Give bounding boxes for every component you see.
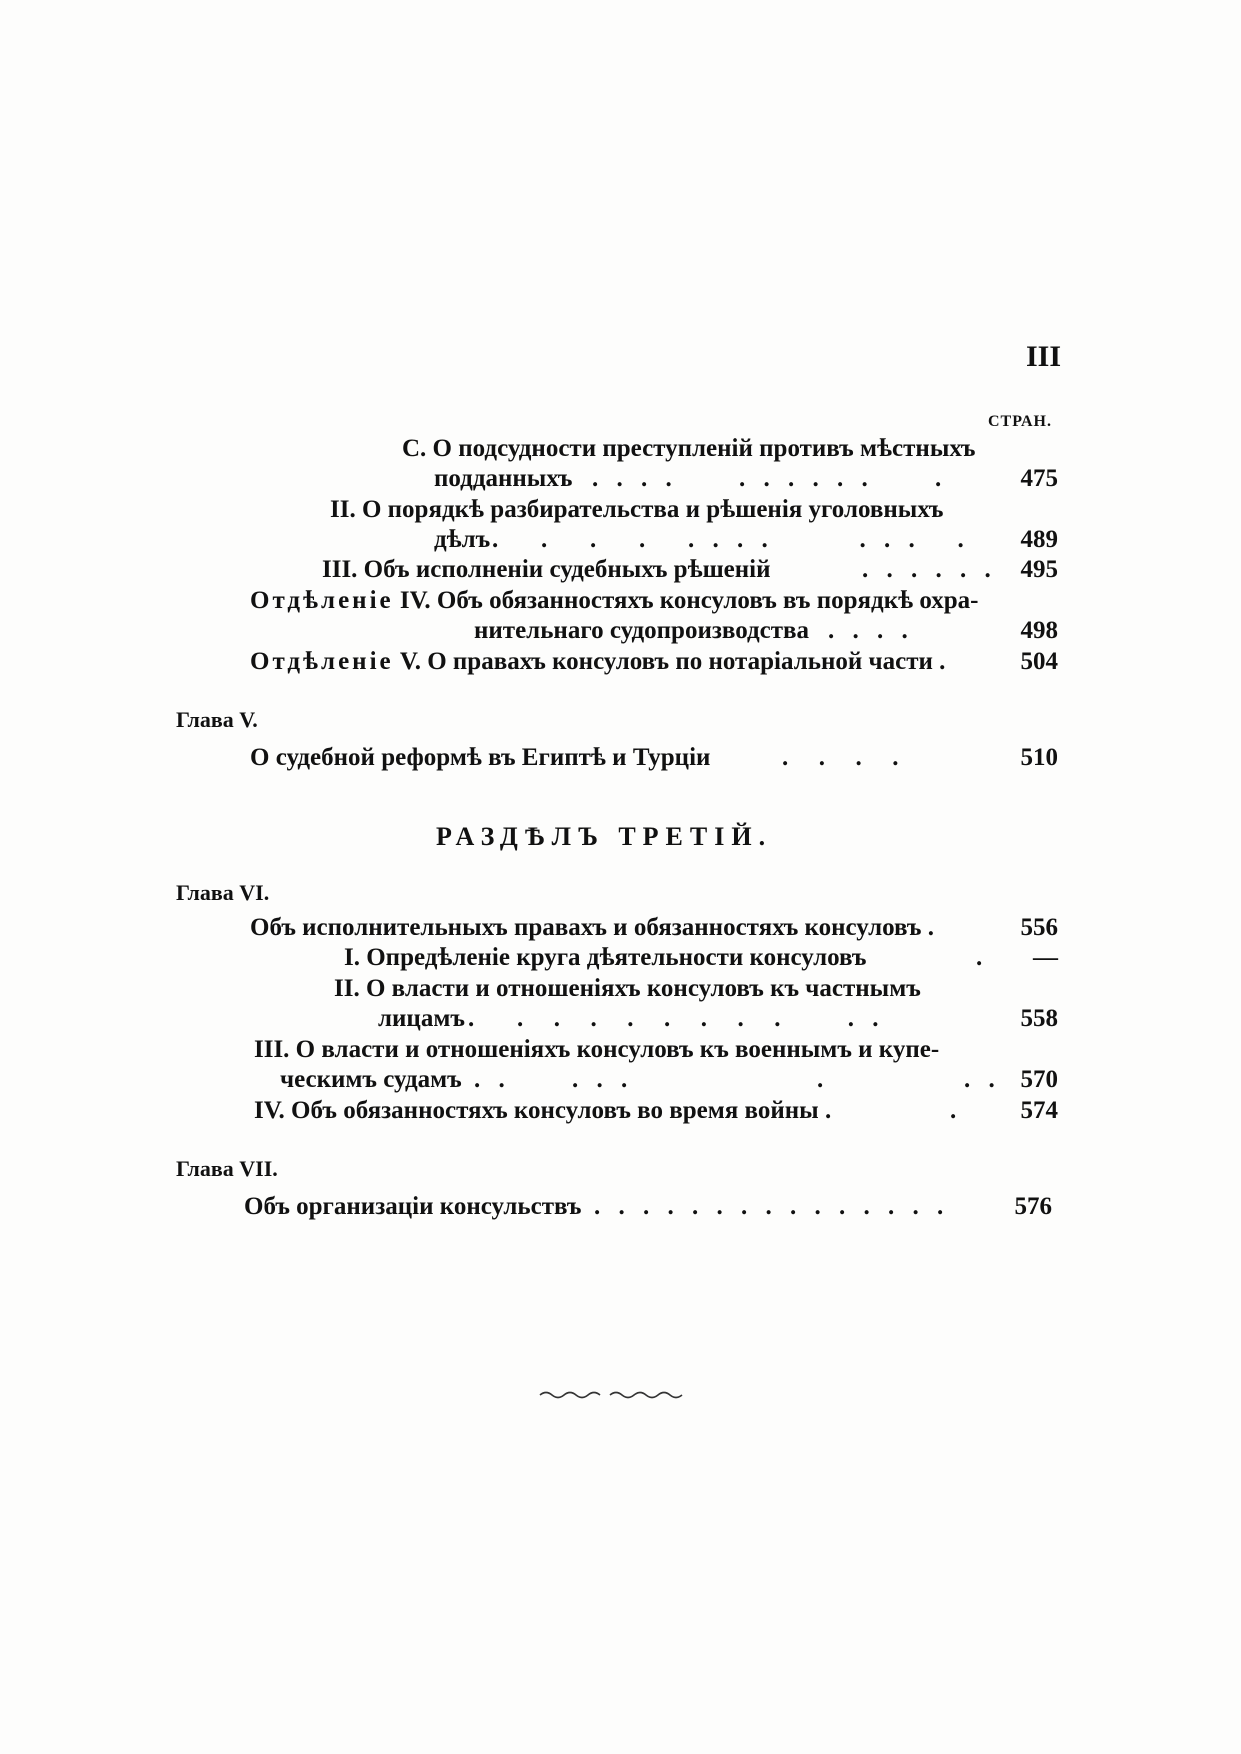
chapter-v-title: О судебной реформѣ въ Египтѣ и Турціи (250, 744, 711, 771)
toc-entry-c-line1: C. О подсудности преступленій противъ мѣстныхъ (402, 435, 976, 462)
chapter-vii-label: Глава VII. (176, 1156, 278, 1181)
leader-dots: . . . . . . . . (474, 1066, 1001, 1093)
toc-page-556: 556 (1020, 914, 1058, 941)
toc-entry-iii-line1: III. Объ исполненіи судебныхъ рѣшеній (322, 556, 771, 583)
chapter-vi-item-ii-line2: лицамъ (378, 1005, 465, 1032)
section-title: РАЗДѢЛЪ ТРЕТІЙ. (436, 822, 773, 851)
leader-dots: . (976, 944, 989, 971)
toc-entry-v-line1: Отдѣленіе V. О правахъ консуловъ по нотаріальной части . (250, 648, 946, 675)
toc-page-475: 475 (1020, 465, 1058, 492)
toc-entry-v-text: V. О правахъ консуловъ по нотаріальной части (393, 648, 933, 675)
chapter-vi-label: Глава VI. (176, 880, 270, 905)
chapter-vi-item-iv-text: IV. Объ обязанностяхъ консуловъ во время войны (254, 1097, 819, 1124)
toc-entry-iv-line1 (250, 586, 978, 616)
leader-dots: . (950, 1097, 963, 1124)
toc-page-504: 504 (1020, 648, 1058, 675)
toc-entry-c-line2: подданныхъ (434, 465, 573, 492)
toc-entry-iv-line2: нительнаго судопроизводства (474, 617, 810, 644)
toc-page-558: 558 (1020, 1005, 1058, 1032)
page-column-header: СТРАН. (988, 413, 1052, 430)
toc-page-576: 576 (1014, 1193, 1052, 1220)
toc-entry-ii-line1: II. О порядкѣ разбирательства и рѣшенія уголовныхъ (330, 496, 944, 523)
toc-page-495: 495 (1020, 556, 1058, 583)
page-number: III (1026, 340, 1062, 373)
leader-dots: . . . . (828, 617, 914, 644)
leader-dots: . . . . (782, 744, 905, 771)
section-prefix: Отдѣленіе (250, 648, 394, 675)
leader-dots: . . . . . . . . . . . (468, 1005, 885, 1032)
toc-page-489: 489 (1020, 526, 1058, 553)
toc-page-dash: — (1033, 944, 1058, 971)
chapter-vi-item-i: I. Опредѣленіе круга дѣятельности консуловъ (344, 944, 867, 971)
chapter-vi-title: Объ исполнительныхъ правахъ и обязанностяхъ консуловъ . (250, 914, 934, 941)
chapter-vi-title-text: Объ исполнительныхъ правахъ и обязанностяхъ консуловъ (250, 914, 922, 941)
chapter-vi-item-ii-line1: II. О власти и отношеніяхъ консуловъ къ частнымъ (334, 975, 921, 1002)
leader-dots: . . . . . . . . . . . . . . . (594, 1193, 950, 1220)
chapter-v-label: Глава V. (176, 707, 258, 732)
leader-dots: . . . . . . . . . . . (592, 465, 948, 492)
chapter-vi-item-iii-line2: ческимъ судамъ (280, 1066, 462, 1093)
chapter-vii-title: Объ организаціи консульствъ (244, 1193, 582, 1220)
chapter-vi-item-iii-line1: III. О власти и отношеніяхъ консуловъ къ военнымъ и купе- (254, 1036, 940, 1063)
toc-page-570: 570 (1020, 1066, 1058, 1093)
toc-entry-iv-text: IV. Объ обязанностяхъ консуловъ въ порядкѣ охра- (393, 587, 979, 614)
leader-dots: . . . . . . (862, 556, 997, 583)
leader-dots: . . . . . . . . . . . . (492, 526, 970, 553)
chapter-vi-item-iv: IV. Объ обязанностяхъ консуловъ во время войны . (254, 1097, 832, 1124)
toc-page-574: 574 (1020, 1097, 1058, 1124)
toc-page-510: 510 (1020, 744, 1058, 771)
section-prefix: Отдѣленіе (250, 587, 394, 614)
toc-entry-ii-line2: дѣлъ (434, 526, 491, 553)
toc-page-498: 498 (1020, 617, 1058, 644)
end-flourish-icon (538, 1388, 688, 1402)
